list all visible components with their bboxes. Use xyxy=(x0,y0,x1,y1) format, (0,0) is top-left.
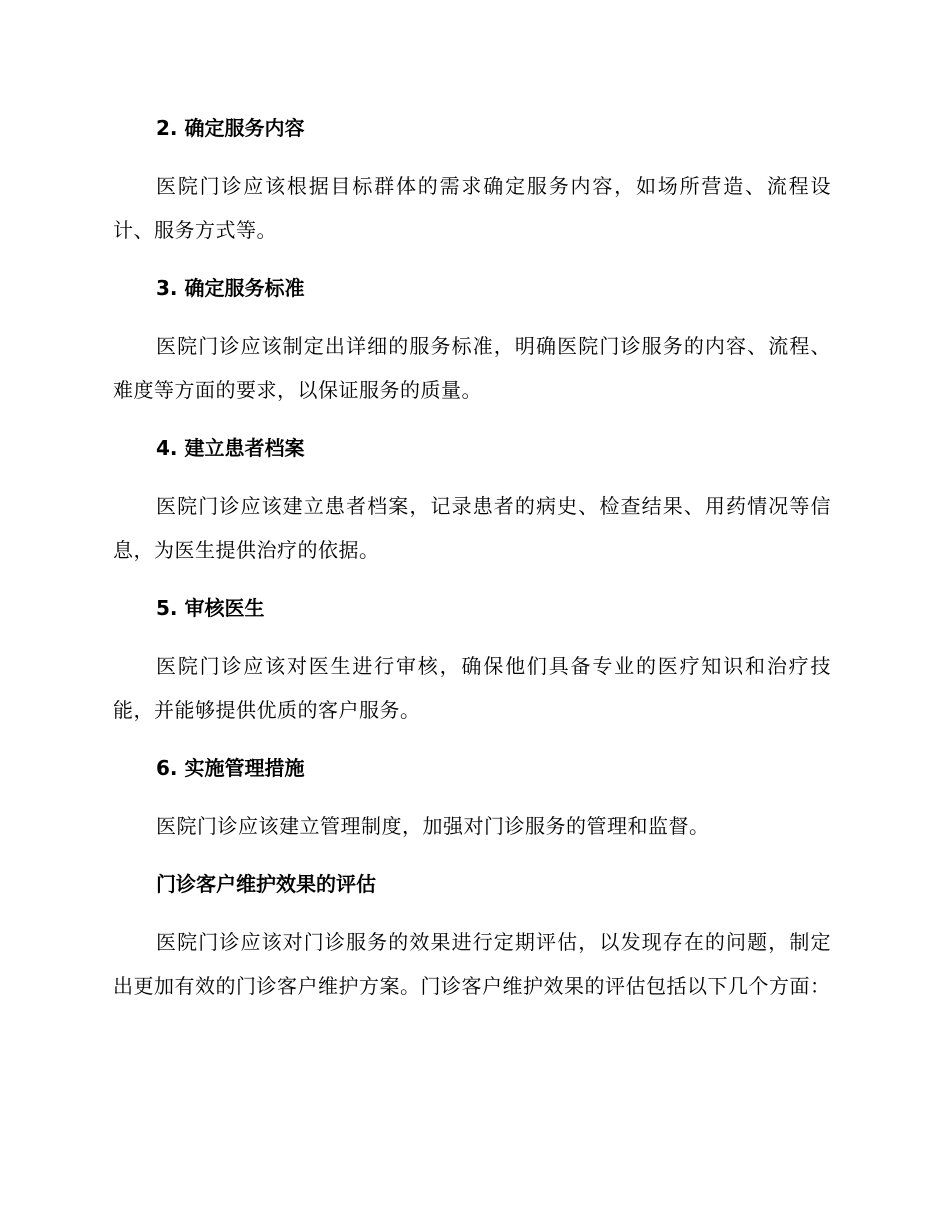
section-heading-patient-records: 4. 建立患者档案 xyxy=(156,436,305,460)
section-heading-effect-evaluation: 门诊客户维护效果的评估 xyxy=(156,872,376,896)
section-heading-service-standard: 3. 确定服务标准 xyxy=(156,276,305,300)
section-heading-review-doctors: 5. 审核医生 xyxy=(156,596,265,620)
section-body-management-measures: 医院门诊应该建立管理制度，加强对门诊服务的管理和监督。 xyxy=(156,814,710,838)
section-body-patient-records: 医院门诊应该建立患者档案，记录患者的病史、检查结果、用药情况等信息，为医生提供治疗的依据。 xyxy=(113,494,831,562)
document-content xyxy=(113,106,831,1022)
section-heading-service-content: 2. 确定服务内容 xyxy=(156,116,305,140)
section-heading-management-measures: 6. 实施管理措施 xyxy=(156,756,305,780)
section-body-service-standard: 医院门诊应该制定出详细的服务标准，明确医院门诊服务的内容、流程、难度等方面的要求，以保证服务的质量。 xyxy=(113,334,831,402)
section-body-review-doctors: 医院门诊应该对医生进行审核，确保他们具备专业的医疗知识和治疗技能，并能够提供优质的客户服务。 xyxy=(113,654,831,722)
section-body-effect-evaluation: 医院门诊应该对门诊服务的效果进行定期评估，以发现存在的问题，制定出更加有效的门诊客户维护方案。门诊客户维护效果的评估包括以下几个方面： xyxy=(113,930,831,998)
section-body-service-content: 医院门诊应该根据目标群体的需求确定服务内容，如场所营造、流程设计、服务方式等。 xyxy=(113,174,831,242)
